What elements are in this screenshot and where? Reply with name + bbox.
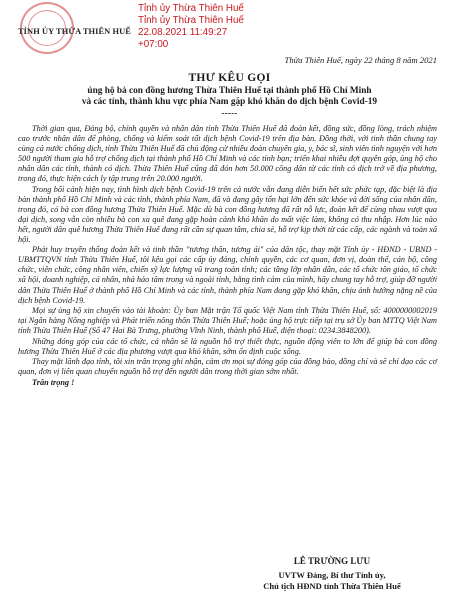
signature-timezone: +07:00 (138, 39, 169, 50)
letter-body (18, 124, 437, 388)
signer-name: LÊ TRƯỜNG LƯU (293, 556, 371, 566)
paragraph-4: Mọi sự ủng hộ xin chuyển vào tài khoản: Ủy ban Mặt trận Tổ quốc Việt Nam tỉnh Thừa Thiên Huế, số: 4000000002019 tại Ngân hàng Nông nghiệp và Phát triển nông thôn Thừa Thiên Huế; hoặc ủng hộ trực tiếp tại trụ sở Ủy ban MTTQ Việt Nam tỉnh Thừa Thiên Huế (Số 47 Hai Bà Trưng, phường Vĩnh Ninh, thành phố Huế, điện thoại: 0234.3848200). (18, 306, 437, 336)
paragraph-6: Thay mặt lãnh đạo tỉnh, tôi xin trân trọng ghi nhận, cảm ơn mọi sự đóng góp của đồng bào, đồng chí và sẽ chỉ đạo các cơ quan, đơn vị liên quan chuyển nguồn hỗ trợ đến người dân trong thời gian sớm nhất. (18, 357, 437, 377)
digital-signature-overlay (138, 3, 288, 51)
signer-role-line-1: UVTW Đảng, Bí thư Tỉnh ủy, (278, 570, 386, 580)
signature-timestamp: 22.08.2021 11:49:27 (138, 27, 228, 38)
paragraph-2: Trong bối cảnh hiện nay, tình hình dịch bệnh Covid-19 trên cả nước vẫn đang diễn biến hết sức phức tạp, đặc biệt là địa bàn thành phố Hồ Chí Minh và các tỉnh, thành phía Nam, đã và đang gây tổn hại lớn đến sức khỏe và đời sống của nhân dân, trong đó, có bà con đồng hương Thừa Thiên Huế. Mặc dù bà con đồng hương đã rất nỗ lực, đoàn kết để cùng nhau vượt qua đại dịch, song vẫn còn nhiều bà con xa quê đang gặp hoàn cảnh khó khăn do mất việc làm, không có thu nhập. Hơn lúc nào hết, người dân quê hương Thừa Thiên Huế đang rất cần sự quan tâm, chia sẻ, hỗ trợ kịp thời từ các cấp, các ngành và toàn xã hội. (18, 184, 437, 244)
signature-line-1: Tỉnh ủy Thừa Thiên Huế (138, 3, 244, 14)
signature-line-2: Tỉnh ủy Thừa Thiên Huế (138, 15, 244, 26)
signer-role-line-2: Chủ tịch HĐND tỉnh Thừa Thiên Huế (263, 581, 401, 591)
document-date: Thừa Thiên Huế, ngày 22 tháng 8 năm 2021 (284, 55, 437, 65)
subtitle-line-2: và các tỉnh, thành khu vực phía Nam gặp khó khăn do dịch bệnh Covid-19 (81, 97, 378, 107)
paragraph-5: Những đóng góp của các tổ chức, cá nhân sẽ là nguồn hỗ trợ thiết thực, nguồn động viên to lớn để giúp bà con đồng hương Thừa Thiên Huế ở các địa phương vượt qua khó khăn, sớm ổn định cuộc sống. (18, 336, 437, 356)
organization-header: TỈNH ỦY THỪA THIÊN HUẾ (18, 27, 131, 36)
paragraph-3: Phát huy truyền thống đoàn kết và tinh thần "tương thân, tương ái" của dân tộc, thay mặt Tỉnh ủy - HĐND - UBND - UBMTTQVN tỉnh Thừa Thiên Huế, tôi kêu gọi các cấp ủy đảng, chính quyền, các cơ quan, đơn vị, đoàn thể, cán bộ, công chức, viên chức, công nhân viên, chiến sỹ lực lượng vũ trang toàn tỉnh; các tầng lớp nhân dân, các tổ chức tôn giáo, tổ chức xã hội, doanh nghiệp, cá nhân, nhà hảo tâm trong và ngoài tỉnh, bằng tình cảm của mình, hãy chung tay hỗ trợ, giúp đỡ người dân Thừa Thiên Huế ở thành phố Hồ Chí Minh và các tỉnh, thành phía Nam đang gặp khó khăn, chịu ảnh hưởng nặng nề của dịch bệnh Covid-19. (18, 245, 437, 305)
subtitle-line-1: ủng hộ bà con đồng hương Thừa Thiên Huế tại thành phố Hồ Chí Minh (87, 86, 372, 96)
signer-block (232, 556, 432, 592)
document-subtitle (20, 86, 439, 108)
title-separator: ----- (221, 108, 238, 118)
document-title: THƯ KÊU GỌI (188, 72, 271, 84)
closing-line: Trân trọng ! (32, 377, 75, 387)
paragraph-1: Thời gian qua, Đảng bộ, chính quyền và nhân dân tỉnh Thừa Thiên Huế đã đoàn kết, đồng sức, đồng lòng, trách nhiệm cao trước nhân dân để phòng, chống và kiểm soát tốt dịch bệnh Covid-19 trên địa bàn. Đồng thời, với tinh thần chung tay cùng cả nước chống dịch, tỉnh Thừa Thiên Huế đã chủ động cử nhiều đoàn chuyên gia, y, bác sĩ, sinh viên tình nguyện với hơn 500 người tham gia hỗ trợ chống dịch tại thành phố Hồ Chí Minh và các tỉnh bạn; triển khai nhiều đợt quyên góp, ủng hộ cho nhân dân các tỉnh, thành có dịch. Thừa Thiên Huế cũng đã đón hơn 50.000 công dân từ các tỉnh có dịch trở về địa phương, trong đó, thực hiện cách ly tập trung trên 20.000 người. (18, 124, 437, 184)
